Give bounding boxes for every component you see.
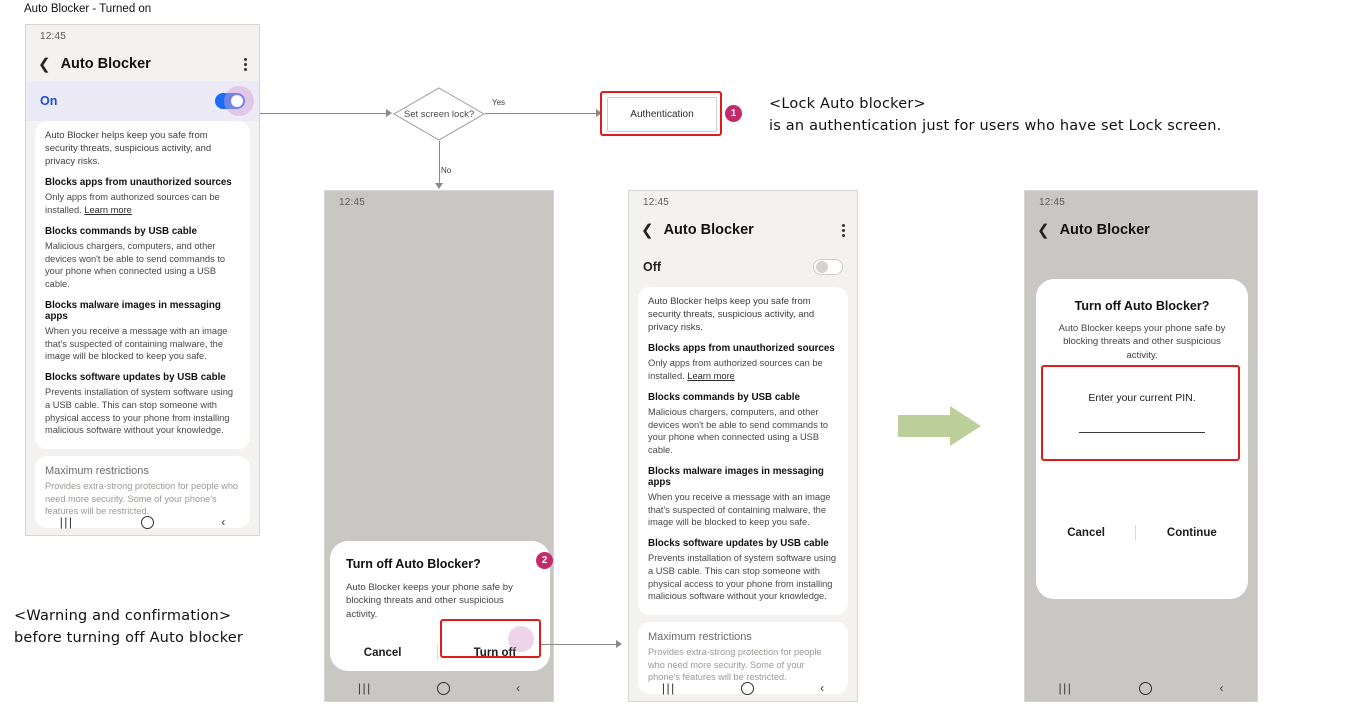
app-bar <box>26 47 259 81</box>
note-warning-title: <Warning and confirmation> <box>14 608 232 624</box>
phone-screen-auto-blocker-off <box>628 190 858 702</box>
section-title-malware-images: Blocks malware images in messaging apps <box>648 465 824 488</box>
recents-icon[interactable]: ||| <box>357 681 372 695</box>
section-title-usb-commands: Blocks commands by USB cable <box>45 225 197 237</box>
system-navigation-bar <box>1025 675 1257 701</box>
auto-blocker-info-card <box>35 121 250 449</box>
maximum-restrictions-text: Provides extra-strong protection for people who need more security. Some of your phone's features will be restricted. <box>45 480 239 517</box>
section-title-unauthorized-sources: Blocks apps from unauthorized sources <box>648 343 835 355</box>
phone-screen-auto-blocker-on <box>25 24 260 536</box>
section-text-malware-images: When you receive a message with an image that's suspected of containing malware, the image will be blocked to keep you safe. <box>45 325 228 362</box>
connector-arrowhead-decision <box>386 109 392 117</box>
decision-set-screen-lock <box>393 87 485 141</box>
note-warning-body: before turning off Auto blocker <box>14 630 244 647</box>
back-icon[interactable]: ‹ <box>516 681 521 695</box>
toggle-state-label: On <box>40 94 58 108</box>
connector-no-branch <box>439 141 440 185</box>
intro-text: Auto Blocker helps keep you safe from security threats, suspicious activity, and privacy risks. <box>648 296 815 333</box>
chevron-left-icon[interactable]: ❮ <box>641 221 654 239</box>
continue-button[interactable]: Continue <box>1166 526 1217 539</box>
status-bar-time: 12:45 <box>643 196 670 208</box>
status-bar-time: 12:45 <box>339 196 366 208</box>
back-icon[interactable]: ‹ <box>1219 681 1224 695</box>
dialog-title: Turn off Auto Blocker? <box>346 557 481 571</box>
maximum-restrictions-title: Maximum restrictions <box>648 630 752 643</box>
dialog-button-separator <box>437 645 438 660</box>
system-navigation-bar <box>629 675 857 701</box>
dialog-button-separator <box>1135 525 1136 540</box>
green-arrow-icon <box>898 406 982 451</box>
turn-off-button[interactable]: Turn off <box>473 646 517 659</box>
note-lock-auto-blocker <box>769 93 1329 138</box>
authentication-label: Authentication <box>630 109 694 120</box>
intro-text: Auto Blocker helps keep you safe from security threats, suspicious activity, and privacy risks. <box>45 130 212 167</box>
pin-input-underline <box>1079 432 1205 433</box>
auto-blocker-switch[interactable] <box>813 259 843 275</box>
step-badge-2: 2 <box>536 552 553 569</box>
pin-prompt-label: Enter your current PIN. <box>1088 392 1196 405</box>
pin-input[interactable] <box>1079 432 1205 433</box>
recents-icon[interactable]: ||| <box>59 515 74 529</box>
flow-label-yes: Yes <box>492 98 506 107</box>
toggle-state-label: Off <box>643 260 662 274</box>
dialog-title: Turn off Auto Blocker? <box>1074 299 1210 313</box>
app-bar <box>629 213 857 247</box>
connector-arrowhead-off-screen <box>616 640 622 648</box>
auto-blocker-toggle-row[interactable] <box>26 81 259 121</box>
page-title: Auto Blocker <box>60 56 151 72</box>
kebab-menu-icon[interactable] <box>244 58 247 71</box>
cancel-button[interactable]: Cancel <box>363 646 402 659</box>
flow-label-no: No <box>441 166 452 175</box>
home-icon[interactable] <box>437 682 450 695</box>
recents-icon[interactable]: ||| <box>1058 681 1073 695</box>
section-body: Only apps from authorized sources can be installed. <box>648 358 823 382</box>
connector-phone-to-decision <box>260 113 390 114</box>
section-text-software-updates: Prevents installation of system software using a USB cable. This can stop someone with physical access to your phone from installing malicious software without your knowledge. <box>45 387 234 436</box>
caption-auto-blocker-turned-on: Auto Blocker - Turned on <box>24 3 152 15</box>
app-bar <box>1025 213 1257 247</box>
step-badge-1: 1 <box>725 105 742 122</box>
decision-label: Set screen lock? <box>403 108 475 120</box>
maximum-restrictions-title: Maximum restrictions <box>45 464 149 477</box>
cancel-button[interactable]: Cancel <box>1067 526 1105 539</box>
section-text-usb-commands: Malicious chargers, computers, and other devices won't be able to send commands to your phone when connected using a USB cable. <box>45 240 226 290</box>
chevron-left-icon[interactable]: ❮ <box>1037 221 1050 239</box>
section-text-software-updates: Prevents installation of system software using a USB cable. This can stop someone with physical access to your phone from installing malicious software without your knowledge. <box>648 553 837 602</box>
section-text-unauthorized-sources <box>45 191 240 216</box>
connector-arrowhead-no <box>435 183 443 189</box>
section-title-software-updates: Blocks software updates by USB cable <box>45 372 226 384</box>
auto-blocker-switch[interactable] <box>215 93 245 109</box>
connector-yes-branch <box>485 113 600 114</box>
phone-screen-pin-dialog <box>1024 190 1258 702</box>
kebab-menu-icon[interactable] <box>842 224 845 237</box>
dialog-text: Auto Blocker keeps your phone safe by blocking threats and other suspicious activity. <box>346 582 513 620</box>
auto-blocker-info-card <box>638 287 848 615</box>
back-icon[interactable]: ‹ <box>221 515 226 529</box>
auto-blocker-toggle-row[interactable] <box>629 247 857 287</box>
connector-arrowhead-auth <box>596 109 602 117</box>
note-warning-confirmation <box>14 605 314 650</box>
learn-more-link[interactable]: Learn more <box>84 205 132 216</box>
page-title: Auto Blocker <box>1059 222 1150 238</box>
dialog-actions <box>346 645 534 660</box>
maximum-restrictions-text: Provides extra-strong protection for people who need more security. Some of your phone's features will be restricted. <box>648 646 822 683</box>
home-icon[interactable] <box>141 516 154 529</box>
system-navigation-bar <box>26 509 259 535</box>
home-icon[interactable] <box>741 682 754 695</box>
status-bar-time: 12:45 <box>1039 196 1066 208</box>
section-text-unauthorized-sources <box>648 357 838 382</box>
section-title-malware-images: Blocks malware images in messaging apps <box>45 299 221 322</box>
section-title-usb-commands: Blocks commands by USB cable <box>648 391 800 403</box>
chevron-left-icon[interactable]: ❮ <box>38 55 51 73</box>
authentication-node <box>607 97 717 132</box>
back-icon[interactable]: ‹ <box>820 681 825 695</box>
status-bar-time: 12:45 <box>40 30 67 42</box>
section-text-malware-images: When you receive a message with an image that's suspected of containing malware, the image will be blocked to keep you safe. <box>648 491 831 528</box>
connector-dialog-to-off-screen <box>541 644 619 645</box>
page-title: Auto Blocker <box>663 222 754 238</box>
learn-more-link[interactable]: Learn more <box>687 371 735 382</box>
note-lock-title: <Lock Auto blocker> <box>769 96 926 112</box>
system-navigation-bar <box>325 675 553 701</box>
section-title-unauthorized-sources: Blocks apps from unauthorized sources <box>45 177 232 189</box>
dialog-text: Auto Blocker keeps your phone safe by blocking threats and other suspicious activity. <box>1058 323 1226 361</box>
section-title-software-updates: Blocks software updates by USB cable <box>648 538 829 550</box>
dialog-actions <box>1052 525 1232 540</box>
note-lock-body: is an authentication just for users who have set Lock screen. <box>769 118 1222 135</box>
section-body: Only apps from authorized sources can be installed. <box>45 192 220 216</box>
turn-off-pin-dialog <box>1036 279 1248 599</box>
section-text-usb-commands: Malicious chargers, computers, and other devices won't be able to send commands to your phone when connected using a USB cable. <box>648 406 829 456</box>
turn-off-button-halo <box>508 626 534 652</box>
home-icon[interactable] <box>1139 682 1152 695</box>
recents-icon[interactable]: ||| <box>661 681 676 695</box>
